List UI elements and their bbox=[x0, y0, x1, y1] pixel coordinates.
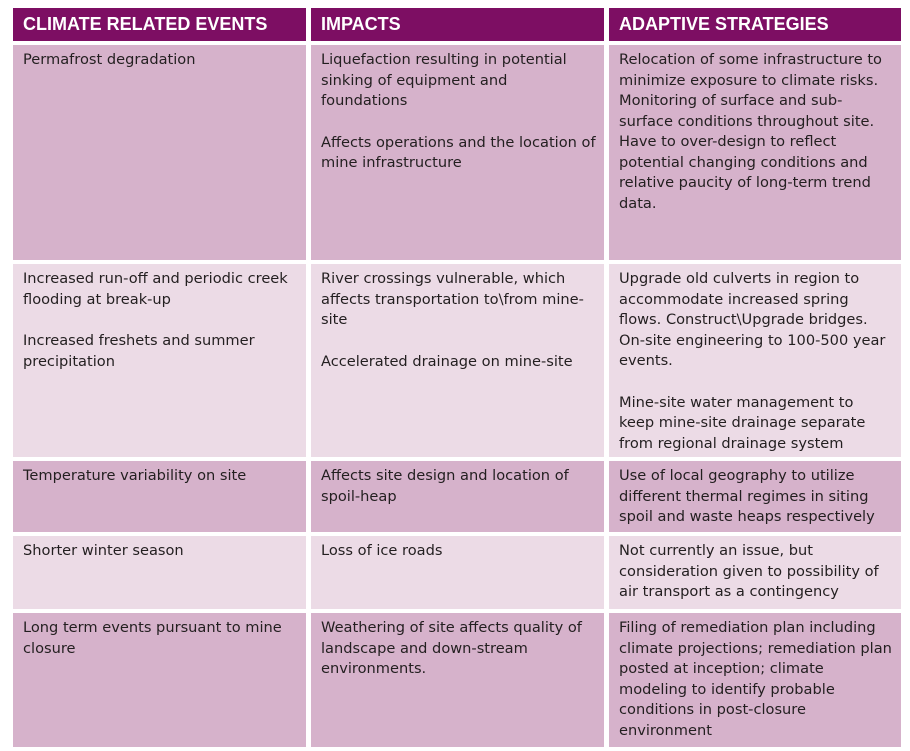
row-2-impact-text-2: Accelerated drainage on mine-site bbox=[321, 352, 573, 370]
row-4-strategy-cell bbox=[609, 536, 901, 609]
row-2-strategy-cell bbox=[609, 264, 901, 457]
row-1-event-text: Permafrost degradation bbox=[23, 51, 196, 68]
row-4-strategy-text: Not currently an issue, but consideration given to possibility of air transport as a contingency bbox=[619, 542, 879, 600]
row-5-impact-text: Weathering of site affects quality of landscape and down-stream environments. bbox=[321, 619, 582, 677]
row-5-impact-cell bbox=[311, 613, 604, 747]
header-impacts: IMPACTS bbox=[311, 8, 604, 41]
row-1-event-cell bbox=[13, 45, 306, 260]
row-3-event-cell bbox=[13, 461, 306, 532]
row-4-impact-text: Loss of ice roads bbox=[321, 542, 443, 559]
row-1-strategy-text: Relocation of some infrastructure to minimize exposure to climate risks. Monitoring of surface and sub-surface conditions throughout site. Have to over-design to reflect potential changing conditions and relative paucity of long-term trend data. bbox=[619, 51, 882, 212]
row-4-impact-cell bbox=[311, 536, 604, 609]
row-2-strategy-text-1: Upgrade old culverts in region to accommodate increased spring flows. Construct\Upgrade bridges. On-site engineering to 100-500 year events. bbox=[619, 270, 886, 369]
row-1-impact-text-1: Liquefaction resulting in potential sinking of equipment and foundations bbox=[321, 51, 567, 109]
row-5-strategy-cell bbox=[609, 613, 901, 747]
row-2-impact-cell bbox=[311, 264, 604, 457]
row-3-event-text: Temperature variability on site bbox=[23, 467, 247, 484]
row-2-event-cell bbox=[13, 264, 306, 457]
row-4-event-text: Shorter winter season bbox=[23, 542, 184, 559]
row-1-impact-text-2: Affects operations and the location of mine infrastructure bbox=[321, 133, 596, 171]
row-4-event-cell bbox=[13, 536, 306, 609]
row-1-impact-cell bbox=[311, 45, 604, 260]
header-adaptive-strategies: ADAPTIVE STRATEGIES bbox=[609, 8, 901, 41]
header-climate-related-events: CLIMATE RELATED EVENTS bbox=[13, 8, 306, 41]
row-5-event-text: Long term events pursuant to mine closure bbox=[23, 619, 282, 657]
row-2-event-text-1: Increased run-off and periodic creek flooding at break-up bbox=[23, 270, 288, 308]
row-2-event-text-2: Increased freshets and summer precipitation bbox=[23, 332, 255, 370]
row-3-impact-cell bbox=[311, 461, 604, 532]
row-2-strategy-text-2: Mine-site water management to keep mine-site drainage separate from regional drainage system bbox=[619, 393, 866, 452]
row-3-strategy-cell bbox=[609, 461, 901, 532]
row-2-impact-text-1: River crossings vulnerable, which affects transportation to\from mine-site bbox=[321, 270, 584, 328]
row-5-event-cell bbox=[13, 613, 306, 747]
climate-adaptation-table bbox=[13, 8, 901, 751]
row-3-impact-text: Affects site design and location of spoil-heap bbox=[321, 467, 569, 505]
row-1-strategy-cell bbox=[609, 45, 901, 260]
row-5-strategy-text: Filing of remediation plan including climate projections; remediation plan posted at inception; climate modeling to identify probable conditions in post-closure environment bbox=[619, 619, 892, 739]
row-3-strategy-text: Use of local geography to utilize different thermal regimes in siting spoil and waste heaps respectively bbox=[619, 467, 875, 525]
